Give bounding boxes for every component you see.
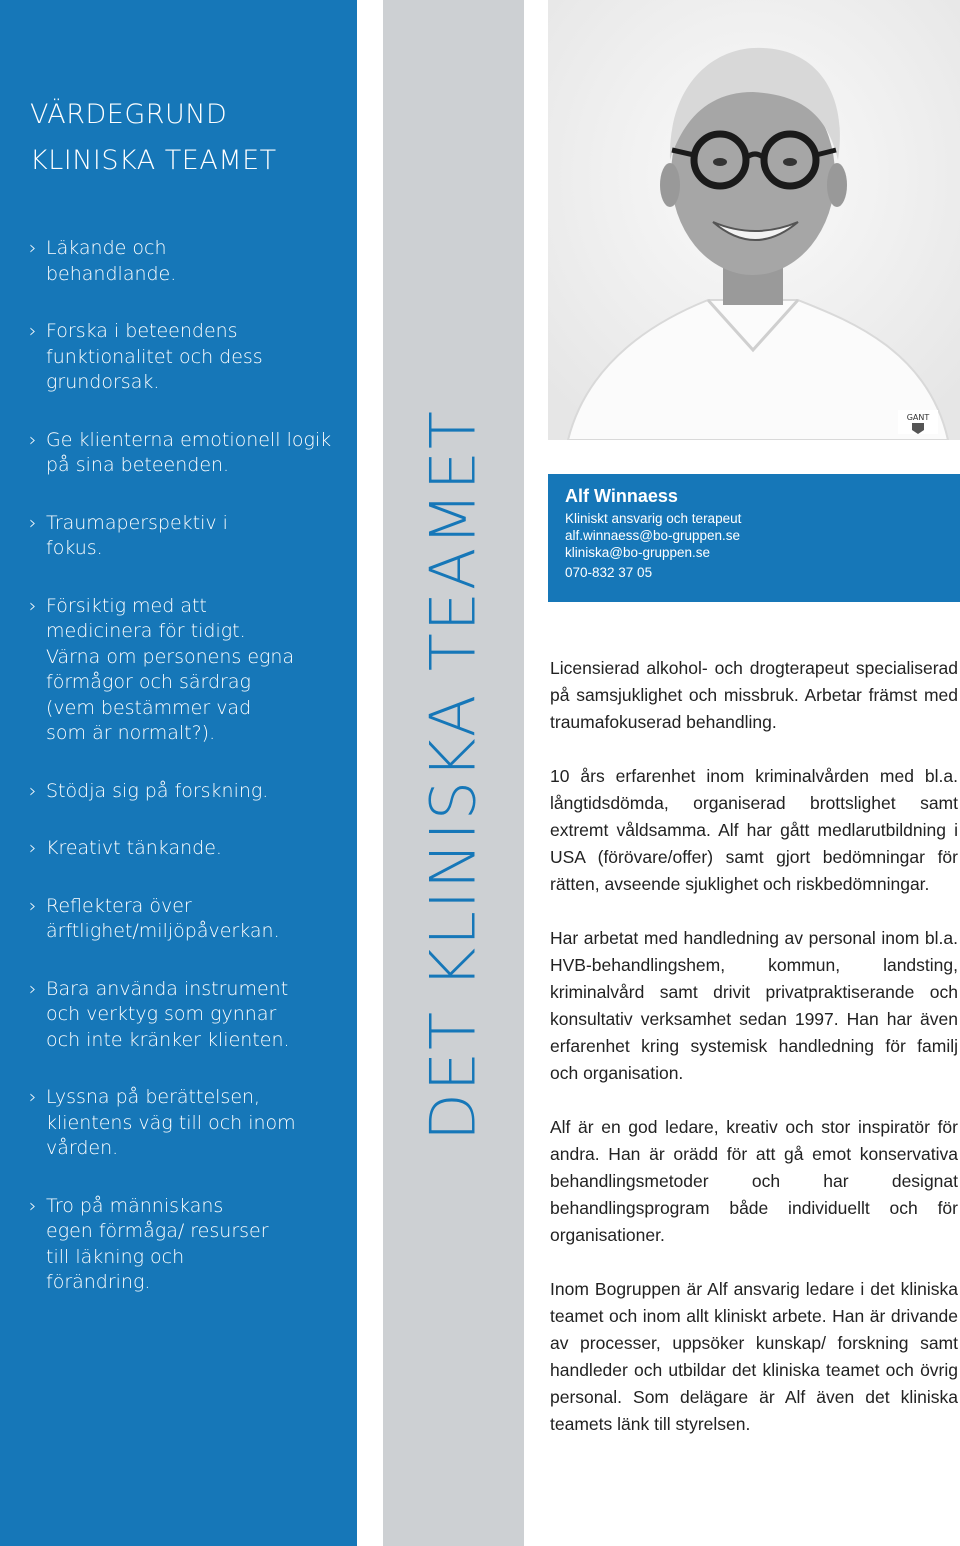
value-item: › Kreativt tänkande. <box>30 836 346 862</box>
value-item: › Ge klienterna emotionell logik på sina beteenden. <box>30 428 346 479</box>
value-item: › Tro på människans egen förmåga/ resurser till läkning och förändring. <box>30 1194 276 1296</box>
bio-text <box>550 655 958 1465</box>
svg-text:GANT: GANT <box>906 413 930 422</box>
shirt-logo <box>898 410 938 434</box>
value-item: › Lyssna på berättelsen, klientens väg till och inom vården. <box>30 1085 316 1162</box>
value-item: › Läkande och behandlande. <box>30 236 221 287</box>
contact-phone[interactable]: 070-832 37 05 <box>565 565 653 580</box>
contact-role: Kliniskt ansvarig och terapeut <box>565 511 742 526</box>
bio-paragraph: 10 års erfarenhet inom kriminalvården med bl.a. långtidsdömda, organiserad brottslighet samt extremt våldsamma. Alf har gått medlarutbildning i USA (förövare/offer) samt gjort bedömningar för rätten, avseende sjuklighet och riskbedömningar. <box>550 766 958 894</box>
bio-paragraph: Har arbetat med handledning av personal inom bl.a. HVB-behandlingshem, kommun, landsting, kriminalvård samt drivit privatpraktiserande och konsultativ verksamhet sedan 1997. Han har även erfarenhet kring systemisk handledning för familj och organisation. <box>550 928 958 1083</box>
portrait-image <box>548 0 960 440</box>
value-item: › Forska i beteendens funktionalitet och dess grundorsak. <box>30 319 316 396</box>
value-item: › Reflektera över ärftlighet/miljöpåverkan. <box>30 894 346 945</box>
value-item: › Bara använda instrument och verktyg som gynnar och inte kränker klienten. <box>30 977 316 1054</box>
contact-card <box>548 474 960 602</box>
values-sidebar <box>0 0 357 1546</box>
value-item: › Försiktig med att medicinera för tidigt. Värna om personens egna förmågor och särdrag (vem bestämmer vad som är normalt?). <box>30 594 296 747</box>
portrait-photo <box>548 0 960 440</box>
values-list <box>30 236 337 1296</box>
bio-paragraph: Licensierad alkohol- och drogterapeut specialiserad på samsjuklighet och missbruk. Arbetar främst med traumafokuserad behandling. <box>550 658 958 732</box>
value-item: › Traumaperspektiv i fokus. <box>30 511 266 562</box>
sidebar-title-line2: KLINISKA TEAMET <box>30 145 277 176</box>
bio-paragraph: Alf är en god ledare, kreativ och stor inspiratör för andra. Han är orädd för att gå emot konservativa behandlingsmetoder och har designat behandlingsprogram både individuellt och för organisationer. <box>550 1117 958 1245</box>
vertical-title: DET KLINISKA TEAMET <box>416 409 490 1141</box>
contact-email-team[interactable]: kliniska@bo-gruppen.se <box>565 545 711 560</box>
value-item: › Stödja sig på forskning. <box>30 779 346 805</box>
contact-name: Alf Winnaess <box>565 486 678 506</box>
sidebar-title <box>30 92 337 184</box>
sidebar-title-line1: VÄRDEGRUND <box>30 99 228 130</box>
bio-paragraph: Inom Bogruppen är Alf ansvarig ledare i det kliniska teamet och inom allt kliniskt arbete. Han är drivande av processer, uppsöker kunskap/ forskning samt handleder och utbildar det kliniska teamet och övrig personal. Som delägare är Alf även det kliniska teamets länk till styrelsen. <box>550 1279 958 1434</box>
contact-email-personal[interactable]: alf.winnaess@bo-gruppen.se <box>565 528 741 543</box>
